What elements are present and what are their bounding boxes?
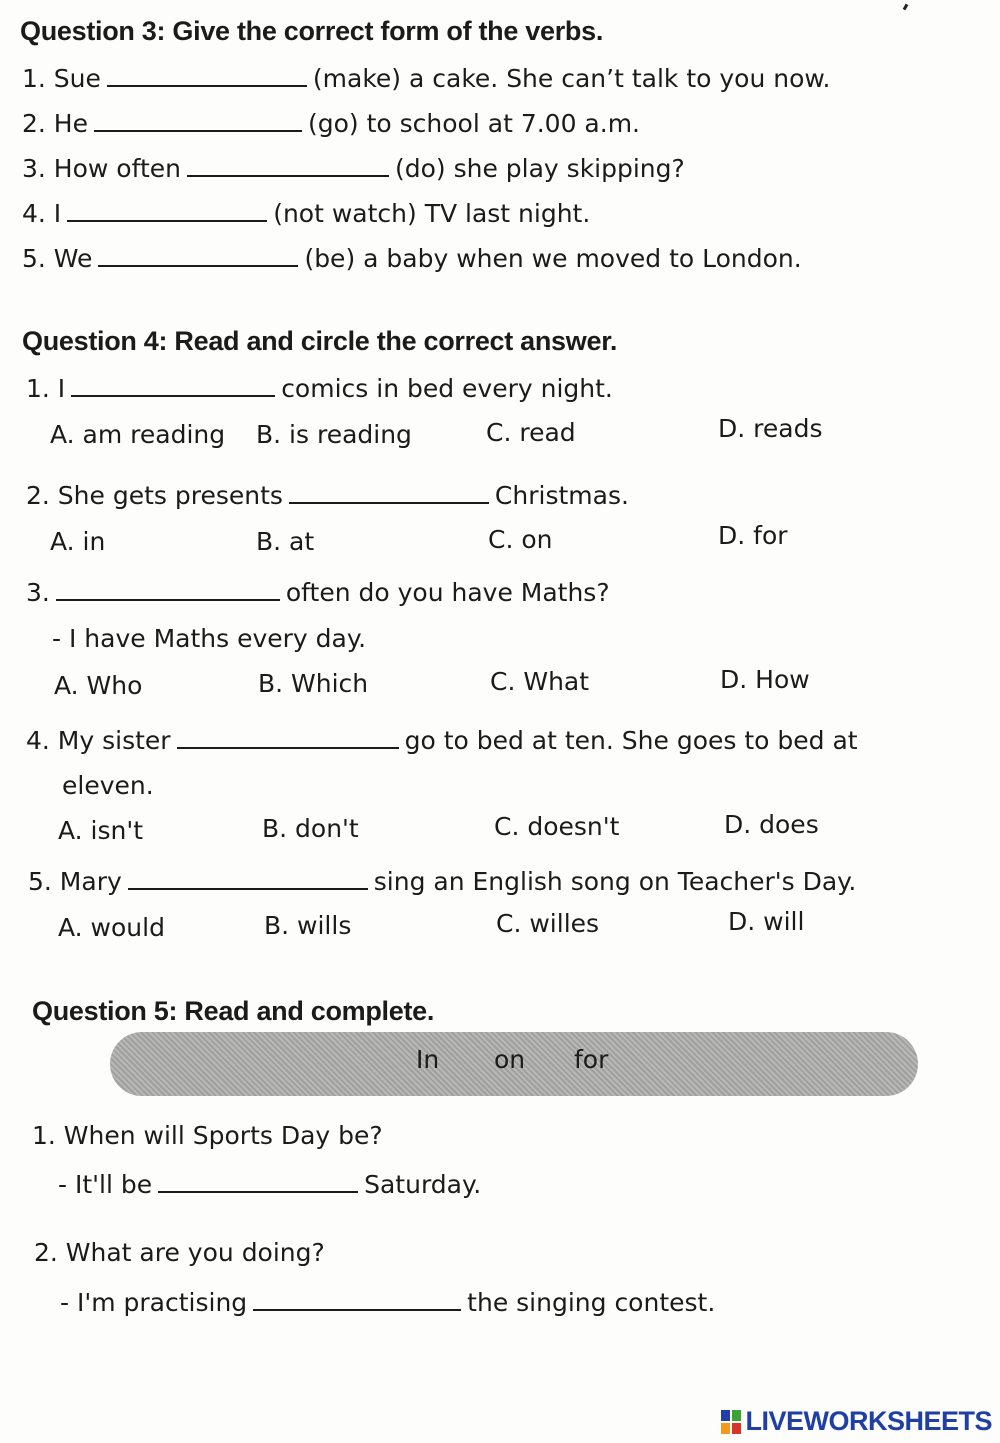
logo-square-green	[732, 1410, 741, 1421]
q5-item-1-suffix: Saturday.	[364, 1170, 482, 1199]
q4-item-3	[26, 577, 610, 608]
q4-5-option-a[interactable]: A. would	[58, 913, 165, 942]
q4-item-2-prefix: 2. She gets presents	[26, 481, 283, 510]
q4-3-option-b[interactable]: B. Which	[258, 669, 369, 698]
q5-item-2-question: 2. What are you doing?	[34, 1238, 325, 1267]
q3-item-2-prefix: 2. He	[22, 109, 88, 138]
q4-1-option-b[interactable]: B. is reading	[256, 420, 412, 449]
q3-item-3-suffix: (do) she play skipping?	[394, 154, 685, 183]
q4-item-5-prefix: 5. Mary	[28, 867, 122, 896]
logo-square-orange	[721, 1423, 730, 1434]
q4-1-option-c[interactable]: C. read	[486, 418, 576, 447]
q3-item-2	[22, 108, 640, 139]
answer-blank[interactable]	[98, 243, 298, 267]
word-bank-word-in: In	[416, 1045, 440, 1074]
q4-item-1	[26, 373, 613, 404]
q4-item-1-suffix: comics in bed every night.	[281, 374, 613, 403]
q3-item-1	[22, 63, 831, 94]
q4-item-3-prefix: 3.	[26, 578, 50, 607]
q3-item-3-prefix: 3. How often	[22, 154, 181, 183]
answer-blank[interactable]	[71, 373, 275, 397]
q4-item-3-suffix: often do you have Maths?	[285, 578, 610, 607]
q5-item-2	[60, 1287, 715, 1318]
answer-blank[interactable]	[253, 1287, 461, 1311]
word-bank-word-on: on	[494, 1045, 526, 1074]
q3-item-5-suffix: (be) a baby when we moved to London.	[304, 244, 802, 273]
q3-item-2-suffix: (go) to school at 7.00 a.m.	[307, 109, 640, 138]
q4-item-5-suffix: sing an English song on Teacher's Day.	[373, 867, 857, 896]
q3-item-4-prefix: 4. I	[22, 199, 62, 228]
q4-3-option-d[interactable]: D. How	[720, 665, 810, 694]
q3-item-4-suffix: (not watch) TV last night.	[273, 199, 591, 228]
q4-item-2-suffix: Christmas.	[494, 481, 629, 510]
q4-item-5	[28, 866, 856, 897]
q4-item-4-continuation: eleven.	[62, 771, 154, 800]
q4-4-option-b[interactable]: B. don't	[262, 814, 359, 843]
q5-item-1-question: 1. When will Sports Day be?	[32, 1121, 383, 1150]
liveworksheets-logo-icon	[721, 1410, 741, 1434]
q3-item-4	[22, 198, 590, 229]
q4-2-option-d[interactable]: D. for	[718, 521, 788, 550]
answer-blank[interactable]	[128, 866, 368, 890]
answer-blank[interactable]	[187, 153, 389, 177]
answer-blank[interactable]	[289, 480, 489, 504]
q4-4-option-d[interactable]: D. does	[724, 810, 819, 839]
answer-blank[interactable]	[67, 198, 267, 222]
q4-item-2	[26, 480, 629, 511]
q4-3-option-a[interactable]: A. Who	[54, 671, 143, 700]
q5-item-1	[58, 1169, 481, 1200]
q5-item-1-prefix: - It'll be	[58, 1170, 153, 1199]
q4-4-option-c[interactable]: C. doesn't	[494, 812, 620, 841]
q5-item-2-prefix: - I'm practising	[60, 1288, 248, 1317]
q4-item-1-prefix: 1. I	[26, 374, 66, 403]
answer-blank[interactable]	[158, 1169, 358, 1193]
q4-2-option-a[interactable]: A. in	[50, 527, 106, 556]
answer-blank[interactable]	[56, 577, 280, 601]
scan-speck	[903, 4, 909, 11]
q4-1-option-a[interactable]: A. am reading	[50, 420, 226, 449]
liveworksheets-logo-text: LIVEWORKSHEETS	[745, 1406, 992, 1436]
q4-heading: Question 4: Read and circle the correct answer.	[22, 326, 618, 356]
q4-item-4-suffix: go to bed at ten. She goes to bed at	[404, 726, 858, 755]
answer-blank[interactable]	[107, 63, 307, 87]
logo-square-red	[732, 1423, 741, 1434]
q3-heading: Question 3: Give the correct form of the verbs.	[20, 16, 604, 46]
q4-5-option-c[interactable]: C. willes	[496, 909, 600, 938]
q4-3-option-c[interactable]: C. What	[490, 667, 590, 696]
q3-item-3	[22, 153, 685, 184]
q5-item-2-suffix: the singing contest.	[467, 1288, 716, 1317]
q4-item-4-prefix: 4. My sister	[26, 726, 171, 755]
q4-5-option-d[interactable]: D. will	[728, 907, 805, 936]
q5-heading: Question 5: Read and complete.	[32, 996, 435, 1026]
q4-item-4	[26, 725, 858, 756]
q4-5-option-b[interactable]: B. wills	[264, 911, 352, 940]
q4-2-option-b[interactable]: B. at	[256, 527, 315, 556]
logo-square-blue	[721, 1410, 730, 1421]
word-bank-word-for: for	[574, 1045, 609, 1074]
q3-item-5-prefix: 5. We	[22, 244, 93, 273]
q4-4-option-a[interactable]: A. isn't	[58, 816, 144, 845]
q3-item-1-prefix: 1. Sue	[22, 64, 101, 93]
q4-2-option-c[interactable]: C. on	[488, 525, 553, 554]
q4-item-3-answer: - I have Maths every day.	[52, 624, 367, 653]
answer-blank[interactable]	[94, 108, 302, 132]
q4-1-option-d[interactable]: D. reads	[718, 414, 823, 443]
q3-item-5	[22, 243, 802, 274]
liveworksheets-logo[interactable]	[721, 1406, 992, 1437]
q3-item-1-suffix: (make) a cake. She can’t talk to you now.	[312, 64, 831, 93]
answer-blank[interactable]	[177, 725, 399, 749]
